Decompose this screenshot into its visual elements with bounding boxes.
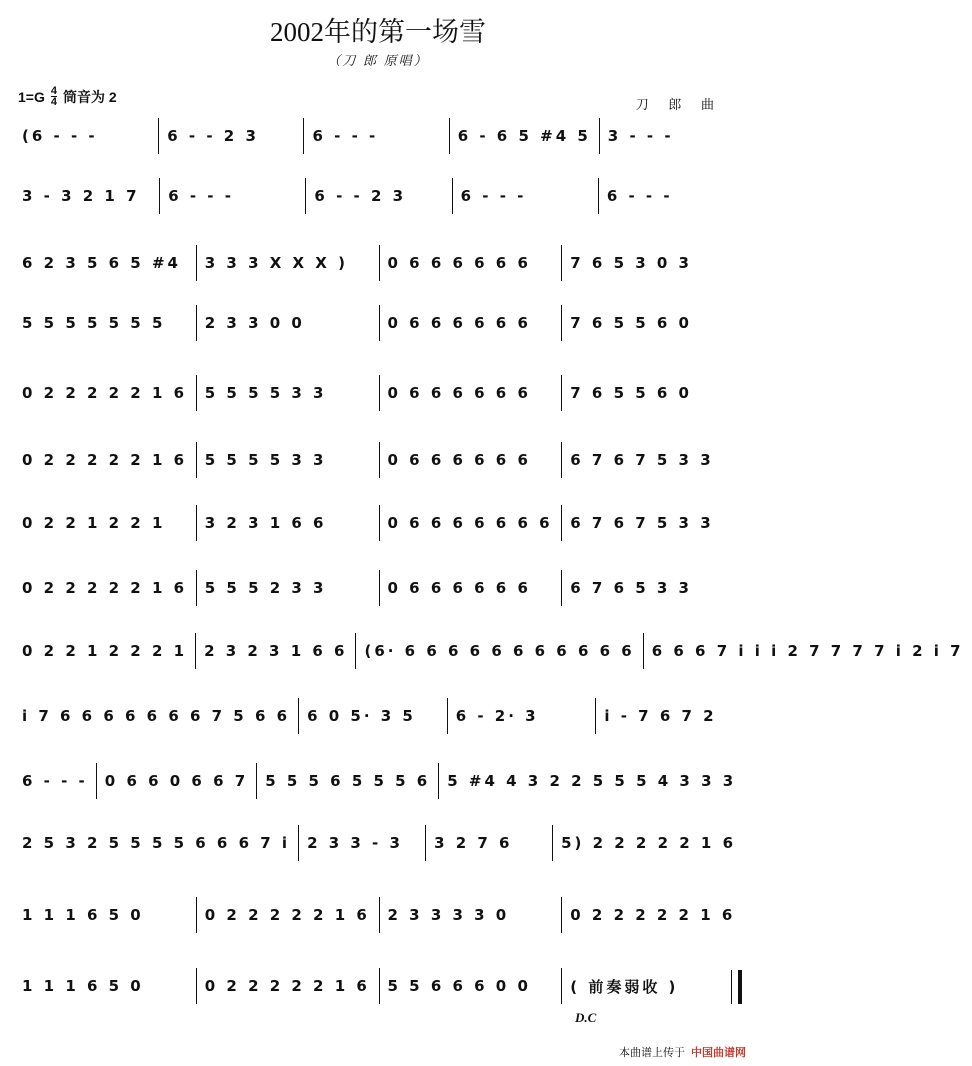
measure: 5 5 5 5 3 3: [197, 375, 380, 411]
measure: 2 3 3 3 3 0: [380, 897, 563, 933]
score-subtitle: （刀 郎 原唱）: [327, 53, 429, 68]
measure: (6 - - -: [14, 118, 159, 154]
score-line: [14, 375, 744, 411]
measure: 2 5 3 2 5 5 5 5 6 6 6 7 i: [14, 825, 299, 861]
measure: 6 - 6 5 #4 5: [450, 118, 600, 154]
measure: 6 7 6 5 3 3: [570, 579, 692, 597]
page-footer: [619, 1044, 746, 1060]
key-signature: [18, 86, 117, 107]
measure: 6 0 5· 3 5: [299, 698, 448, 734]
measure: 0 2 2 2 2 2 1 6: [14, 442, 197, 478]
measure: (6· 6 6 6 6 6 6 6 6 6 6 6: [356, 633, 643, 669]
measure: 6 2 3 5 6 5 #4: [14, 245, 197, 281]
measure: 3 - 3 2 1 7: [14, 178, 160, 214]
measure: 2 3 3 - 3: [299, 825, 426, 861]
measure: i - 7 6 7 2: [604, 707, 717, 725]
measure: 0 6 6 6 6 6 6: [380, 305, 563, 341]
measure: 6 - 2· 3: [448, 698, 597, 734]
final-barline: [731, 970, 742, 1004]
score-line: [14, 245, 744, 281]
measure: 5 5 5 2 3 3: [197, 570, 380, 606]
measure: 6 - - 2 3: [306, 178, 452, 214]
measure: 7 6 5 5 6 0: [570, 314, 692, 332]
score-title: 2002年的第一场雪: [270, 17, 486, 47]
score-line: [14, 178, 744, 214]
measure: 0 2 2 1 2 2 2 1: [14, 633, 196, 669]
da-capo-mark: D.C: [575, 1010, 597, 1025]
measure: ( 前奏弱收 ): [570, 977, 679, 996]
measure: 1 1 1 6 5 0: [14, 968, 197, 1004]
measure: 0 2 2 2 2 2 1 6: [197, 968, 380, 1004]
score-line: [14, 305, 744, 341]
upload-text: 本曲谱上传于: [619, 1047, 685, 1059]
measure: 2 3 2 3 1 6 6: [196, 633, 356, 669]
measure: 0 2 2 2 2 2 1 6: [14, 570, 197, 606]
measure: 7 6 5 3 0 3: [570, 254, 692, 272]
score-line: [14, 825, 744, 861]
measure: 0 6 6 0 6 6 7: [97, 763, 257, 799]
measure: 6 - - -: [14, 763, 97, 799]
measure: i 7 6 6 6 6 6 6 6 7 5 6 6: [14, 698, 299, 734]
measure: 3 - - -: [607, 127, 674, 145]
composer-credit: 刀 郎 曲: [635, 97, 722, 112]
measure: 6 - - -: [606, 187, 673, 205]
measure: 5) 2 2 2 2 2 1 6: [561, 834, 737, 852]
measure: 0 6 6 6 6 6 6: [380, 442, 563, 478]
measure: 2 3 3 0 0: [197, 305, 380, 341]
measure: 5 5 5 5 3 3: [197, 442, 380, 478]
measure: 6 7 6 7 5 3 3: [570, 514, 714, 532]
measure: 0 6 6 6 6 6 6: [380, 570, 563, 606]
measure: 6 - - -: [453, 178, 599, 214]
measure: 0 2 2 1 2 2 1: [14, 505, 197, 541]
measure: 6 7 6 7 5 3 3: [570, 451, 714, 469]
score-line: [14, 763, 744, 799]
score-line: [14, 968, 744, 1004]
score-line: [14, 118, 744, 154]
key-label: 1=G: [18, 88, 45, 105]
measure: 0 2 2 2 2 2 1 6: [570, 906, 736, 924]
score-line: [14, 897, 744, 933]
score-line: [14, 505, 744, 541]
measure: 6 - - -: [304, 118, 449, 154]
tuning-note: 筒音为 2: [62, 88, 117, 105]
measure: 3 2 3 1 6 6: [197, 505, 380, 541]
score-line: [14, 442, 744, 478]
score-line: [14, 633, 964, 669]
measure: 3 2 7 6: [426, 825, 553, 861]
measure: 0 6 6 6 6 6 6 6: [380, 505, 563, 541]
site-logo: 中国曲谱网: [691, 1047, 746, 1059]
measure: 6 6 6 7 i i i 2 7 7 7 7 i 2 i 7: [651, 642, 964, 660]
measure: 6 - - 2 3: [159, 118, 304, 154]
measure: 0 2 2 2 2 2 1 6: [14, 375, 197, 411]
score-line: [14, 698, 744, 734]
measure: 0 6 6 6 6 6 6: [380, 245, 563, 281]
measure: 5 5 6 6 6 0 0: [380, 968, 563, 1004]
measure: 1 1 1 6 5 0: [14, 897, 197, 933]
score-line: [14, 570, 744, 606]
time-signature: $\frac{4}{4}$: [50, 85, 57, 108]
measure: 5 #4 4 3 2 2 5 5 5 4 3 3 3: [447, 772, 737, 790]
measure: 5 5 5 5 5 5 5: [14, 305, 197, 341]
measure: 0 6 6 6 6 6 6: [380, 375, 563, 411]
measure: 7 6 5 5 6 0: [570, 384, 692, 402]
measure: 5 5 5 6 5 5 5 6: [257, 763, 439, 799]
measure: 0 2 2 2 2 2 1 6: [197, 897, 380, 933]
measure: 6 - - -: [160, 178, 306, 214]
measure: 3 3 3 X X X ): [197, 245, 380, 281]
